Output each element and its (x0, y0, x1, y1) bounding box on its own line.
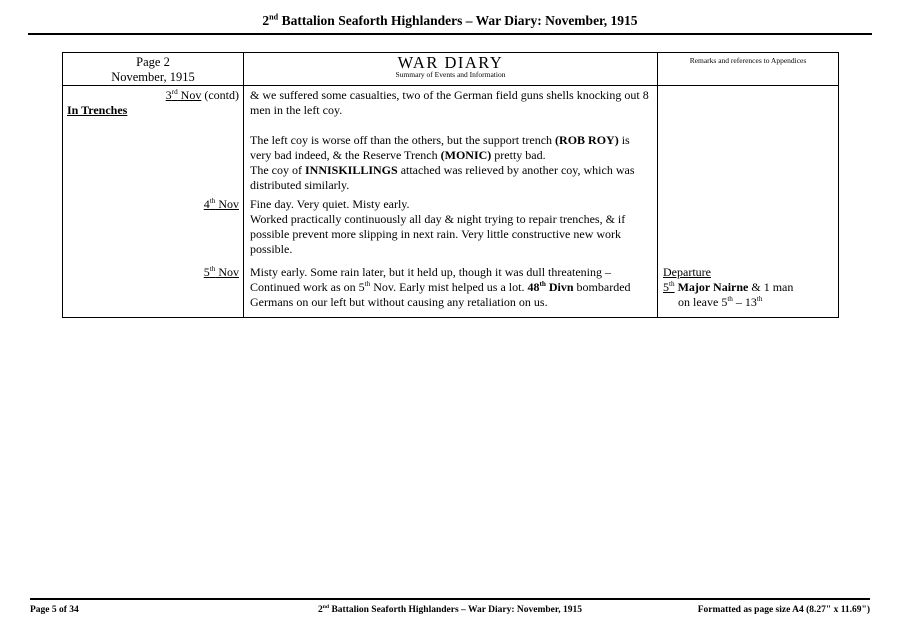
column-header-war-diary (244, 53, 658, 86)
entry-date: 3rd Nov (contd) (165, 88, 239, 102)
entry-summary-cell (244, 195, 658, 263)
footer-format-note: Formatted as page size A4 (8.27" x 11.69") (697, 605, 870, 615)
diary-entry-row (63, 86, 839, 196)
entry-summary-cell (244, 263, 658, 317)
entry-remarks-cell (658, 195, 839, 263)
entry-date: 4th Nov (203, 197, 239, 211)
war-diary-title: WAR DIARY (397, 53, 504, 72)
entry-remarks-cell (658, 86, 839, 196)
entry-summary-paragraph: Fine day. Very quiet. Misty early. (250, 197, 410, 211)
entry-date-cell (63, 195, 244, 263)
page-header (28, 0, 872, 35)
page-footer (30, 598, 870, 616)
diary-entry-row (63, 195, 839, 263)
entry-summary-paragraph: Continued work as on 5th Nov. Early mist helped us a lot. 48th Divn bombarded Germans on our left but without causing any retaliation on us. (250, 280, 631, 309)
entry-summary-paragraph: Worked practically continuously all day & night trying to repair trenches, & if possible prevent more slipping in next rain. Very little constructive new work possible. (250, 212, 626, 256)
entry-remarks-line: on leave 5th – 13th (678, 295, 763, 309)
entry-summary-cell (244, 86, 658, 196)
entry-remarks-line: Departure (663, 265, 711, 279)
diary-entry-row (63, 263, 839, 317)
entry-summary-paragraph: Misty early. Some rain later, but it held up, though it was dull threatening – (250, 265, 612, 279)
month-label: November, 1915 (111, 70, 195, 84)
entry-remarks-cell (658, 263, 839, 317)
entry-summary-paragraph: The coy of INNISKILLINGS attached was relieved by another coy, which was distributed similarly. (250, 163, 635, 192)
entry-summary-paragraph: & we suffered some casualties, two of the German field guns shells knocking out 8 men in the left coy. (250, 88, 649, 117)
table-header-row (63, 53, 839, 86)
entry-remarks-line: 5th Major Nairne & 1 man (663, 280, 794, 294)
war-diary-table (62, 52, 839, 318)
page-header-title: 2nd Battalion Seaforth Highlanders – War Diary: November, 1915 (262, 12, 638, 28)
entry-summary-paragraph: The left coy is worse off than the others, but the support trench (ROB ROY) is very bad indeed, & the Reserve Trench (MONIC) pretty bad. (250, 133, 630, 162)
entry-location: In Trenches (67, 103, 128, 117)
footer-page-number: Page 5 of 34 (30, 605, 79, 615)
column-header-page (63, 53, 244, 86)
page-label: Page 2 (136, 55, 170, 69)
entry-summary-paragraph (250, 118, 650, 133)
war-diary-subtitle: Summary of Events and Information (395, 70, 506, 79)
entry-date: 5th Nov (203, 265, 239, 279)
entry-date-cell (63, 263, 244, 317)
column-header-remarks: Remarks and references to Appendices (658, 53, 839, 86)
entry-date-cell (63, 86, 244, 196)
footer-title: 2nd Battalion Seaforth Highlanders – War Diary: November, 1915 (318, 603, 582, 615)
